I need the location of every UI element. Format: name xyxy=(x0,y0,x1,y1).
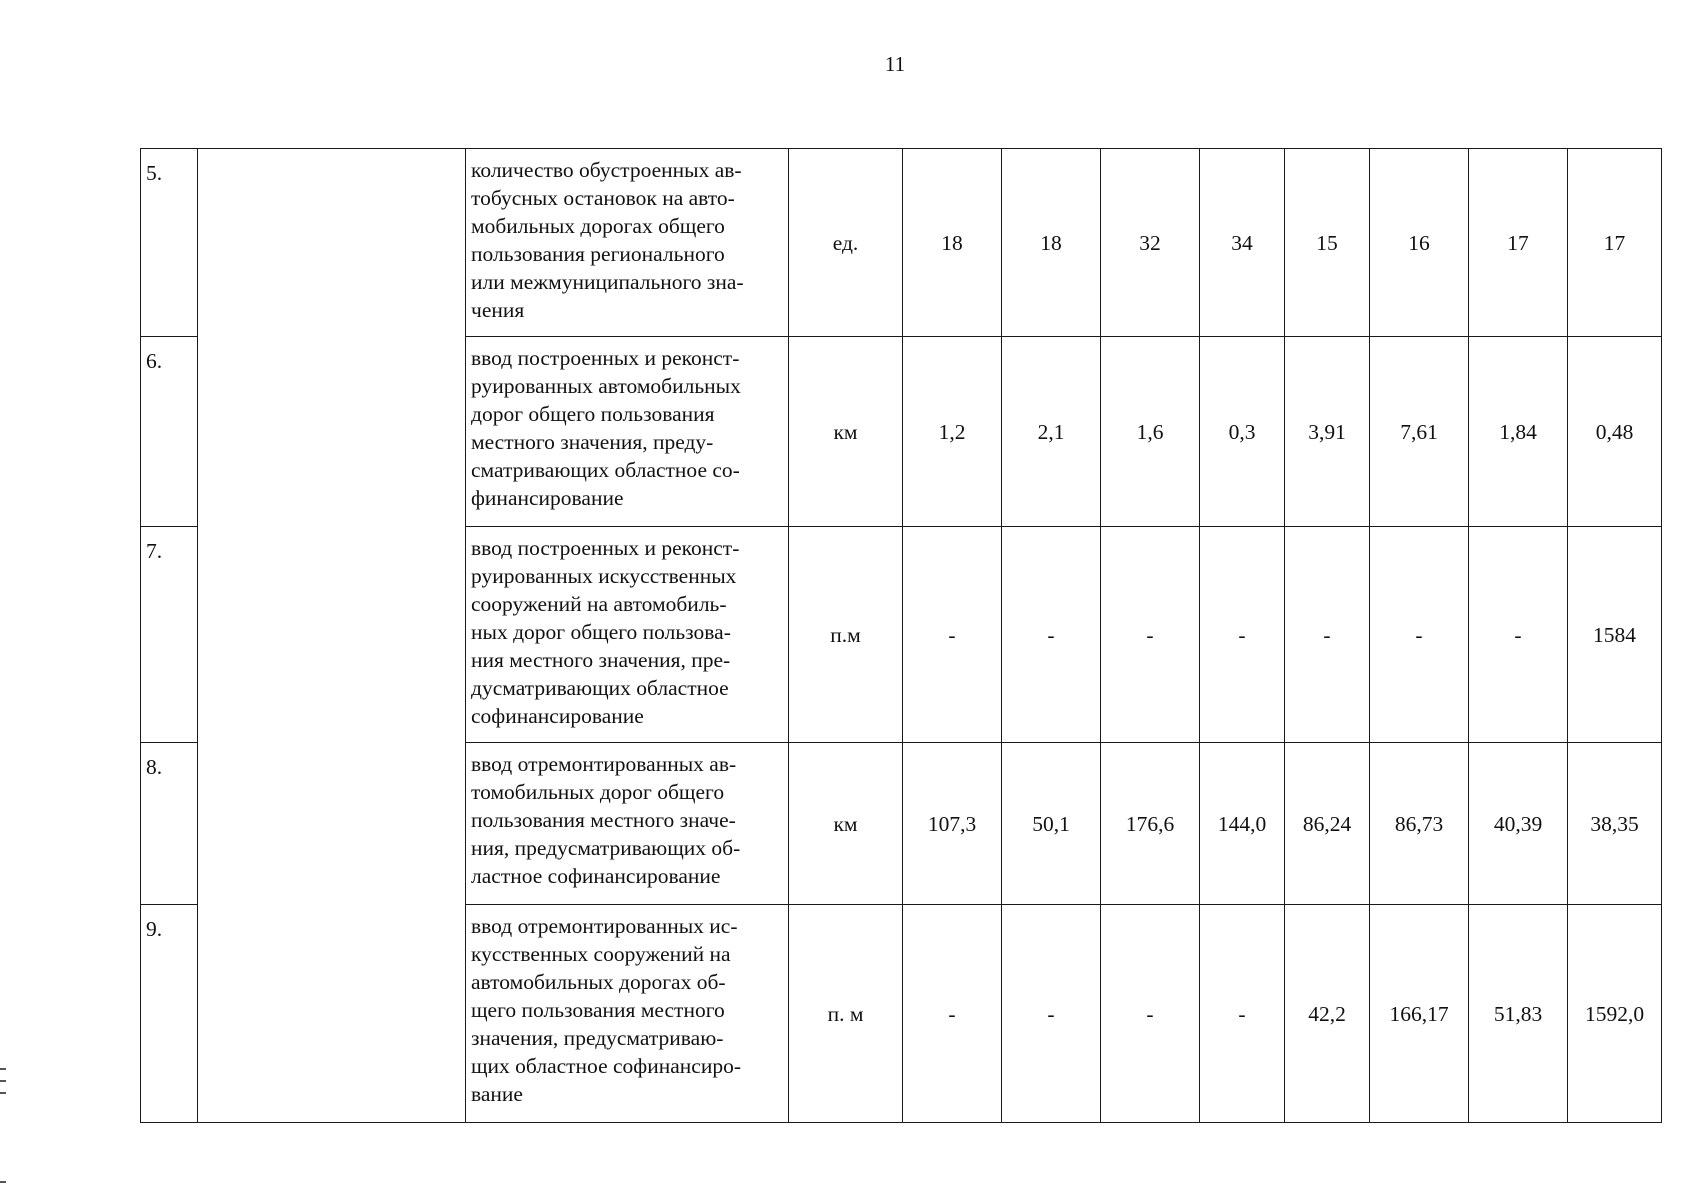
description-line: автомобильных дорогах об- xyxy=(471,970,726,994)
description-line: томобильных дорог общего xyxy=(471,780,725,804)
description-line: местного значения, преду- xyxy=(471,430,714,454)
description-line: ния местного значения, пре- xyxy=(471,648,731,672)
description-line: финансирование xyxy=(471,486,624,510)
value-cell: 1,84 xyxy=(1469,337,1568,527)
description-line: значения, предусматриваю- xyxy=(471,1026,724,1050)
value-cell: 17 xyxy=(1469,149,1568,337)
unit-cell: км xyxy=(789,743,903,905)
value-cell: 18 xyxy=(1002,149,1101,337)
value-cell: 86,24 xyxy=(1285,743,1370,905)
value-cell: - xyxy=(1285,527,1370,743)
value-cell: 34 xyxy=(1200,149,1285,337)
value-cell: - xyxy=(1002,527,1101,743)
description-line: руированных искусственных xyxy=(471,564,737,588)
value-cell: - xyxy=(903,527,1002,743)
value-cell: - xyxy=(1469,527,1568,743)
indicator-description-cell xyxy=(466,527,789,743)
description-line: сооружений на автомобиль- xyxy=(471,592,727,616)
value-cell: 1592,0 xyxy=(1568,905,1662,1123)
table-body xyxy=(141,149,1662,1123)
description-line: сматривающих областное со- xyxy=(471,458,740,482)
row-number-cell: 5. xyxy=(141,149,198,337)
value-cell: 1584 xyxy=(1568,527,1662,743)
description-line: дусматривающих областное xyxy=(471,676,729,700)
value-cell: - xyxy=(1200,527,1285,743)
value-cell: 107,3 xyxy=(903,743,1002,905)
scan-mark xyxy=(0,1092,6,1094)
value-cell: 3,91 xyxy=(1285,337,1370,527)
scan-mark xyxy=(0,1080,6,1082)
value-cell: 15 xyxy=(1285,149,1370,337)
value-cell: 0,3 xyxy=(1200,337,1285,527)
value-cell: 7,61 xyxy=(1370,337,1469,527)
value-cell: 40,39 xyxy=(1469,743,1568,905)
description-line: софинансирование xyxy=(471,704,644,728)
value-cell: 0,48 xyxy=(1568,337,1662,527)
value-cell: - xyxy=(1200,905,1285,1123)
value-cell: 144,0 xyxy=(1200,743,1285,905)
description-line: ния, предусматривающих об- xyxy=(471,836,741,860)
merged-empty-cell xyxy=(198,149,466,1123)
value-cell: - xyxy=(1002,905,1101,1123)
value-cell: 42,2 xyxy=(1285,905,1370,1123)
description-line: пользования местного значе- xyxy=(471,808,736,832)
description-line: кусственных сооружений на xyxy=(471,942,731,966)
unit-cell: п.м xyxy=(789,527,903,743)
value-cell: 38,35 xyxy=(1568,743,1662,905)
row-number-cell: 7. xyxy=(141,527,198,743)
description-line: пользования регионального xyxy=(471,242,725,266)
description-line: или межмуниципального зна- xyxy=(471,270,744,294)
value-cell: 1,6 xyxy=(1101,337,1200,527)
description-line: ввод построенных и реконст- xyxy=(471,346,740,370)
description-line: ввод построенных и реконст- xyxy=(471,536,740,560)
value-cell: - xyxy=(1370,527,1469,743)
indicator-description-cell xyxy=(466,743,789,905)
scan-mark xyxy=(0,1181,6,1183)
unit-cell: п. м xyxy=(789,905,903,1123)
unit-cell: км xyxy=(789,337,903,527)
value-cell: 86,73 xyxy=(1370,743,1469,905)
description-line: ных дорог общего пользова- xyxy=(471,620,731,644)
description-line: чения xyxy=(471,298,525,322)
value-cell: 16 xyxy=(1370,149,1469,337)
description-line: тобусных остановок на авто- xyxy=(471,186,735,210)
value-cell: 50,1 xyxy=(1002,743,1101,905)
description-line: вание xyxy=(471,1082,523,1106)
table-row xyxy=(141,149,1662,337)
row-number-cell: 6. xyxy=(141,337,198,527)
value-cell: - xyxy=(1101,527,1200,743)
description-line: дорог общего пользования xyxy=(471,402,715,426)
value-cell: 176,6 xyxy=(1101,743,1200,905)
description-line: ластное софинансирование xyxy=(471,864,721,888)
indicator-description-cell xyxy=(466,149,789,337)
description-line: ввод отремонтированных ав- xyxy=(471,752,737,776)
page-number: 11 xyxy=(884,52,906,76)
value-cell: 51,83 xyxy=(1469,905,1568,1123)
description-line: ввод отремонтированных ис- xyxy=(471,914,738,938)
value-cell: 32 xyxy=(1101,149,1200,337)
description-line: руированных автомобильных xyxy=(471,374,741,398)
indicator-description-cell xyxy=(466,905,789,1123)
value-cell: 2,1 xyxy=(1002,337,1101,527)
indicator-table xyxy=(140,148,1662,1123)
value-cell: 17 xyxy=(1568,149,1662,337)
row-number-cell: 8. xyxy=(141,743,198,905)
value-cell: - xyxy=(903,905,1002,1123)
description-line: мобильных дорогах общего xyxy=(471,214,725,238)
value-cell: 18 xyxy=(903,149,1002,337)
unit-cell: ед. xyxy=(789,149,903,337)
value-cell: 1,2 xyxy=(903,337,1002,527)
value-cell: - xyxy=(1101,905,1200,1123)
indicator-description-cell xyxy=(466,337,789,527)
description-line: количество обустроенных ав- xyxy=(471,158,742,182)
description-line: щих областное софинансиро- xyxy=(471,1054,741,1078)
scan-mark xyxy=(0,1068,6,1070)
description-line: щего пользования местного xyxy=(471,998,725,1022)
row-number-cell: 9. xyxy=(141,905,198,1123)
value-cell: 166,17 xyxy=(1370,905,1469,1123)
